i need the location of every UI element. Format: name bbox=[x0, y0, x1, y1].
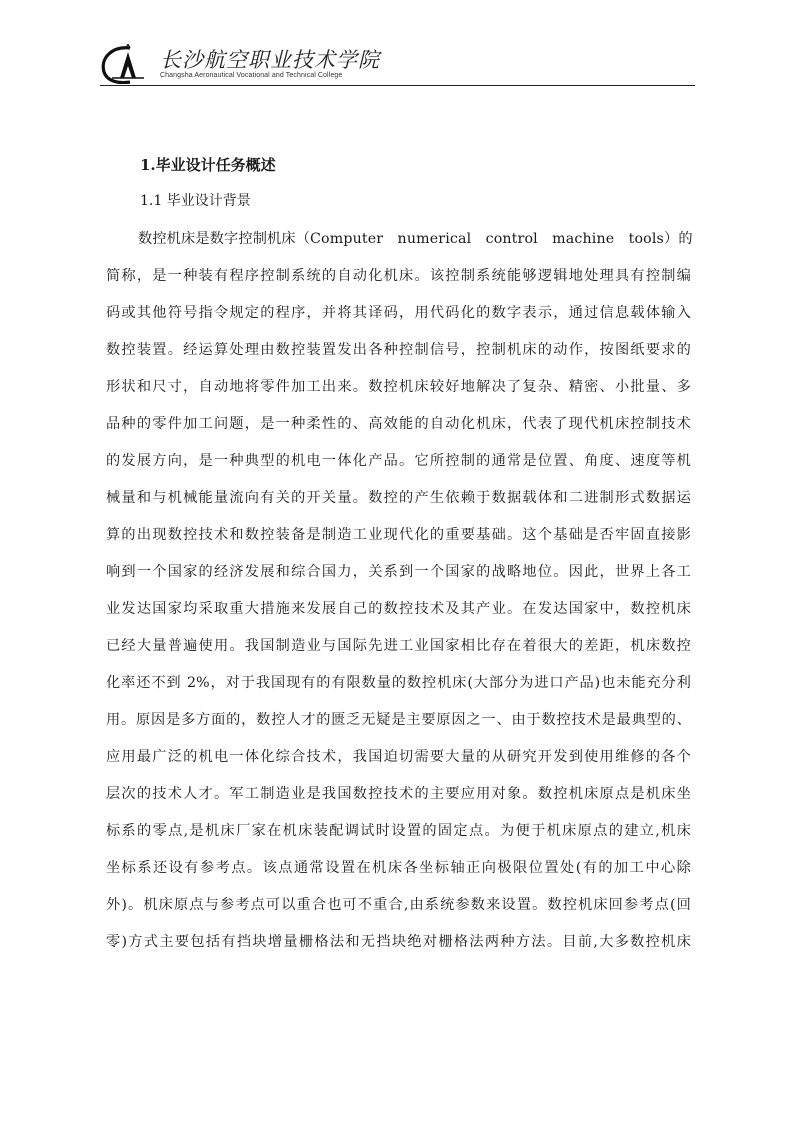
paragraph-line: 算的出现数控技术和数控装备是制造工业现代化的重要基础。这个基础是否牢固直接影 bbox=[106, 527, 691, 543]
paragraph-line: 数控装置。经运算处理由数控装置发出各种控制信号，控制机床的动作，按图纸要求的 bbox=[106, 342, 691, 358]
paragraph-line: 形状和尺寸，自动地将零件加工出来。数控机床较好地解决了复杂、精密、小批量、多 bbox=[106, 379, 691, 395]
college-name-block bbox=[160, 48, 380, 80]
paragraph-line: 化率还不到 2%，对于我国现有的有限数量的数控机床(大部分为进口产品)也未能充分利 bbox=[106, 675, 691, 691]
paragraph-line: 已经大量普遍使用。我国制造业与国际先进工业国家相比存在着很大的差距，机床数控 bbox=[106, 638, 691, 654]
paragraph-line: 械量和与机械能量流向有关的开关量。数控的产生依赖于数据载体和二进制形式数据运 bbox=[106, 490, 691, 506]
paragraph-line: 应用最广泛的机电一体化综合技术，我国迫切需要大量的从研究开发到使用维修的各个 bbox=[106, 749, 691, 765]
college-name-en: Changsha Aeronautical Vocational and Technical College bbox=[160, 72, 343, 79]
paragraph-line: 用。原因是多方面的，数控人才的匮乏无疑是主要原因之一、由于数控技术是最典型的、 bbox=[106, 712, 691, 728]
paragraph-line: 坐标系还设有参考点。该点通常设置在机床各坐标轴正向极限位置处(有的加工中心除 bbox=[106, 860, 691, 876]
paragraph-line: 品种的零件加工问题，是一种柔性的、高效能的自动化机床，代表了现代机床控制技术 bbox=[106, 416, 691, 432]
paragraph-line: 业发达国家均采取重大措施来发展自己的数控技术及其产业。在发达国家中，数控机床 bbox=[106, 601, 691, 617]
college-name-cn: 长沙航空职业技术学院 bbox=[160, 48, 380, 72]
college-logo-icon bbox=[100, 44, 156, 84]
paragraph-line: 码或其他符号指令规定的程序，并将其译码，用代码化的数字表示，通过信息载体输入 bbox=[106, 305, 691, 321]
paragraph-line: 数控机床是数字控制机床（Computer numerical control machine tools）的 bbox=[138, 231, 693, 247]
paragraph-line: 标系的零点,是机床厂家在机床装配调试时设置的固定点。为便于机床原点的建立,机床 bbox=[106, 823, 691, 839]
paragraph-line: 简称，是一种装有程序控制系统的自动化机床。该控制系统能够逻辑地处理具有控制编 bbox=[106, 268, 691, 284]
body-paragraph bbox=[106, 226, 691, 966]
paragraph-line: 响到一个国家的经济发展和综合国力，关系到一个国家的战略地位。因此，世界上各工 bbox=[106, 564, 691, 580]
paragraph-line: 外)。机床原点与参考点可以重合也可不重合,由系统参数来设置。数控机床回参考点(回 bbox=[106, 897, 691, 913]
paragraph-line: 零)方式主要包括有挡块增量栅格法和无挡块绝对栅格法两种方法。目前,大多数控机床 bbox=[106, 934, 691, 950]
subsection-title: 1.1 毕业设计背景 bbox=[140, 193, 251, 209]
paragraph-line: 层次的技术人才。军工制造业是我国数控技术的主要应用对象。数控机床原点是机床坐 bbox=[106, 786, 691, 802]
paragraph-line: 的发展方向，是一种典型的机电一体化产品。它所控制的通常是位置、角度、速度等机 bbox=[106, 453, 691, 469]
section-title: 1.毕业设计任务概述 bbox=[140, 156, 276, 174]
page-header bbox=[100, 44, 695, 88]
header-divider bbox=[100, 85, 695, 86]
